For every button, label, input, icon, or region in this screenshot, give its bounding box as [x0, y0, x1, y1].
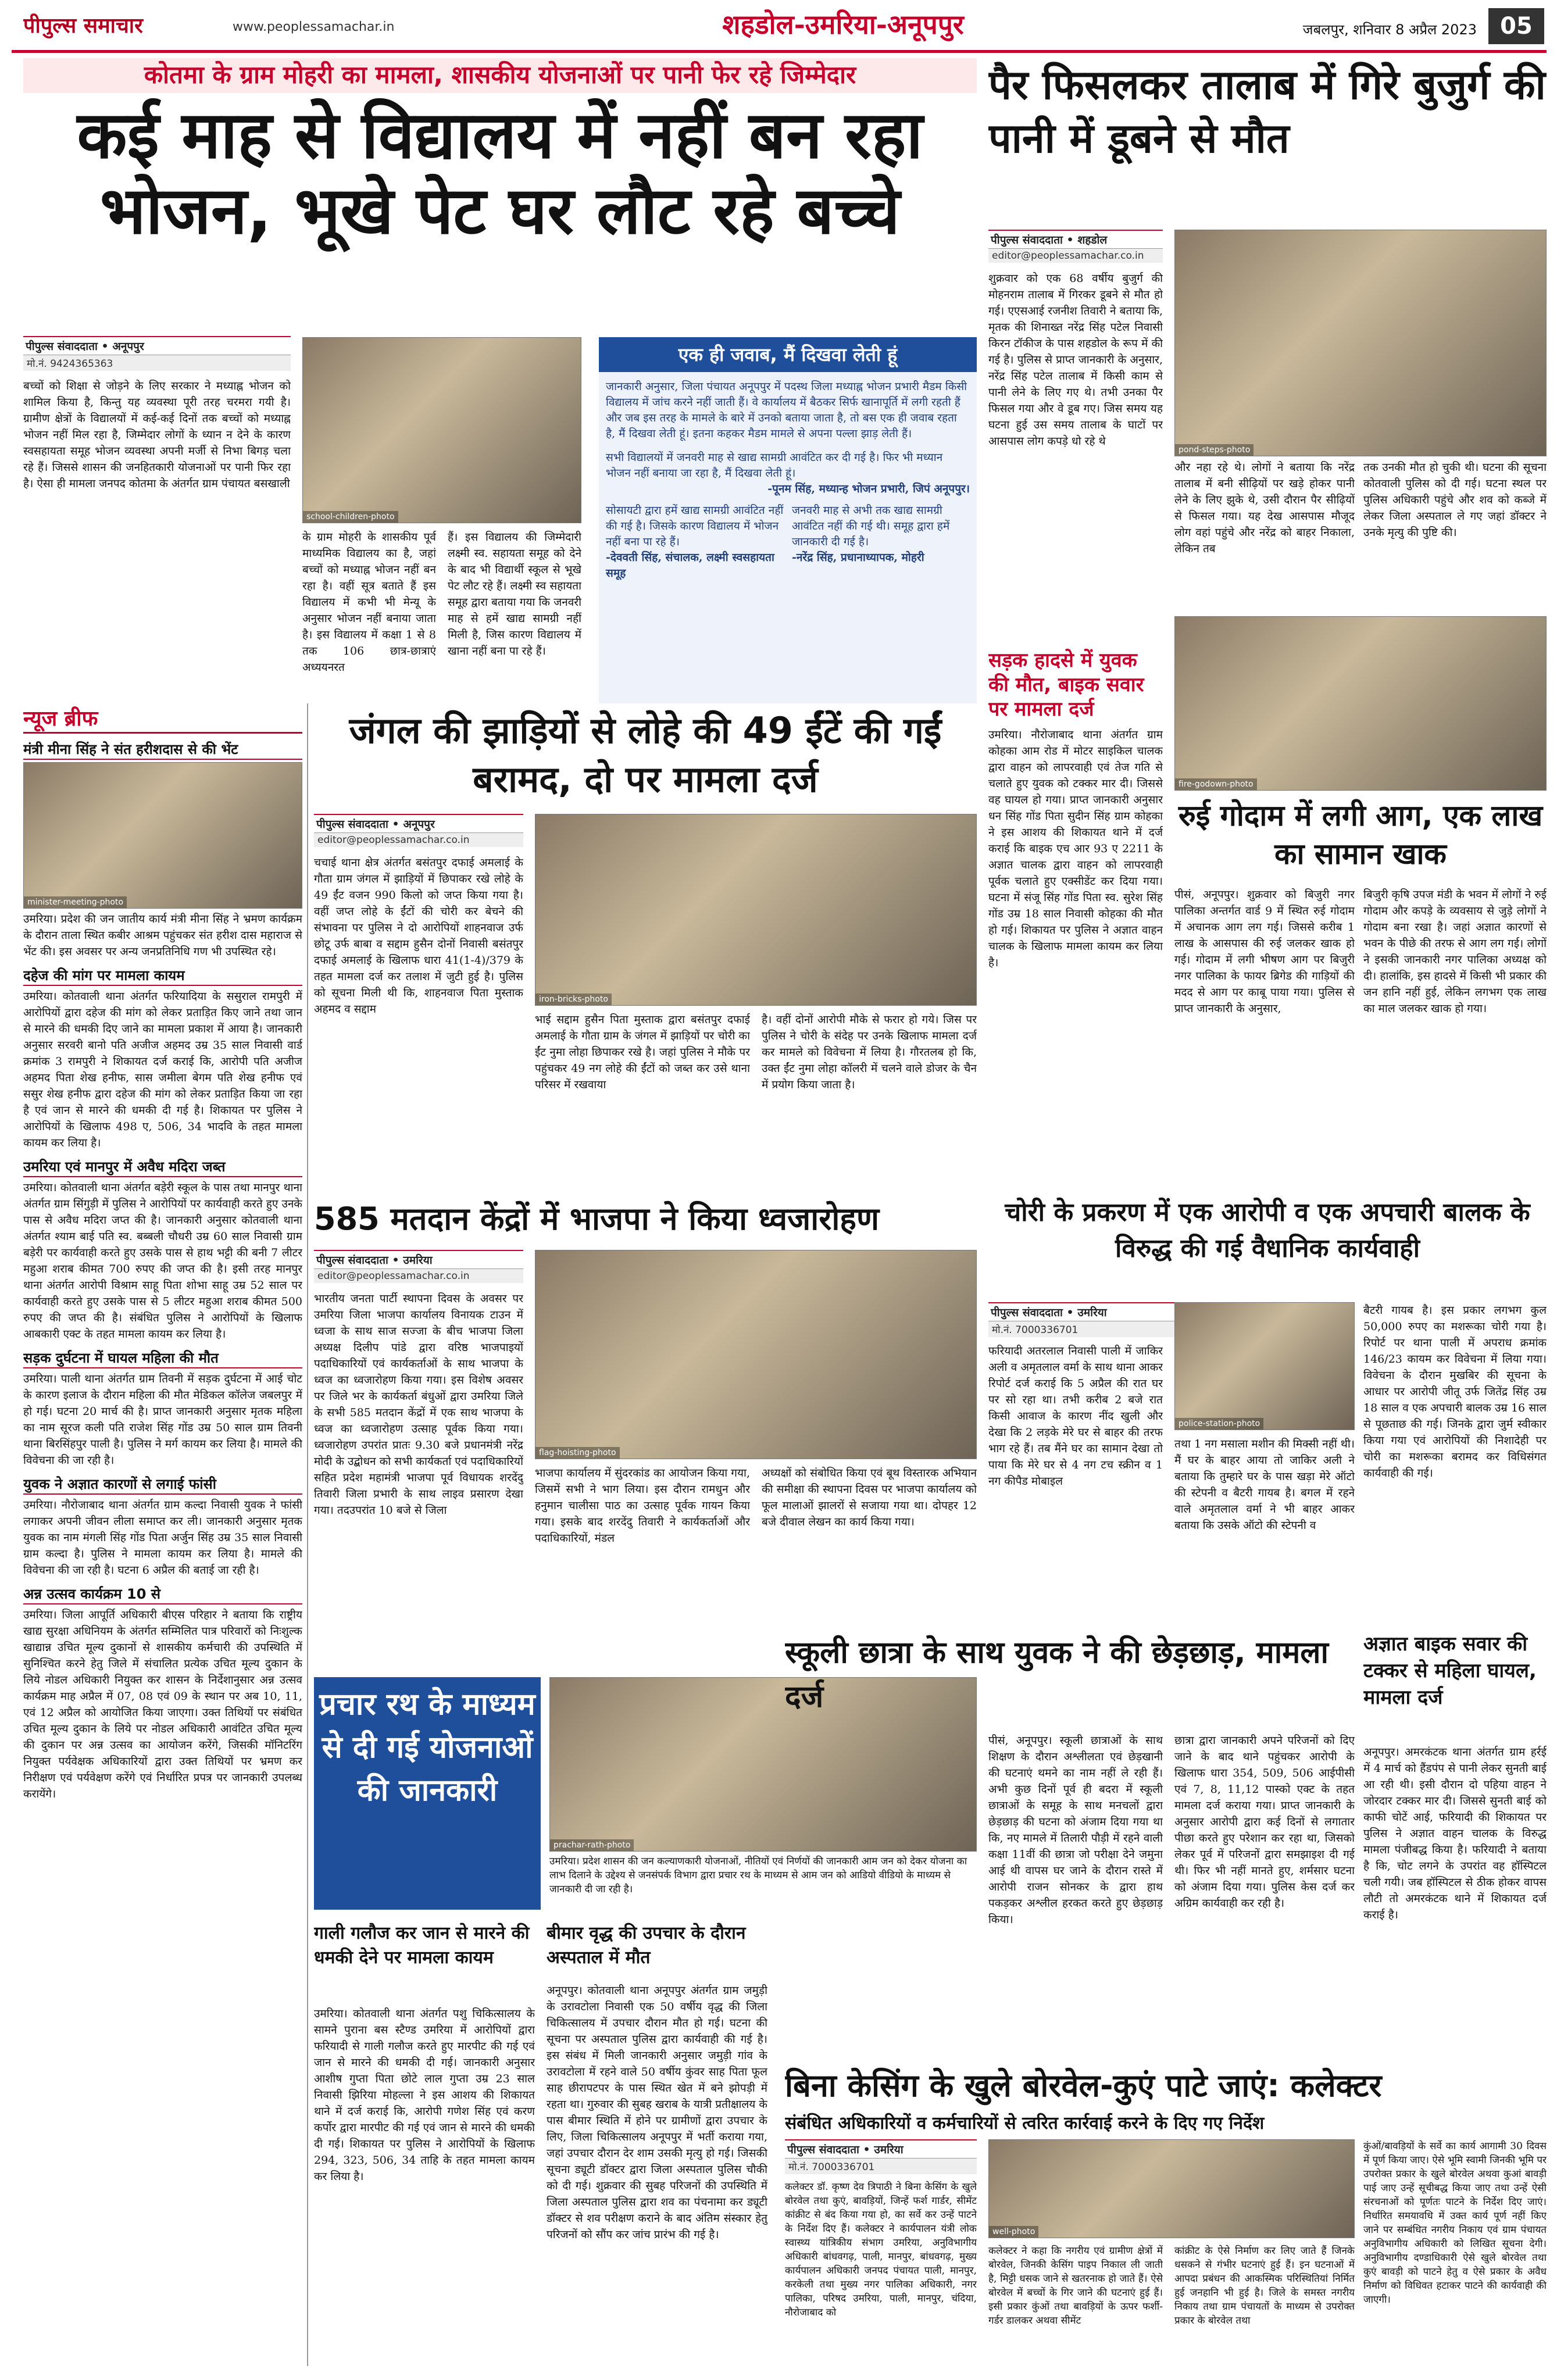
story2-col2: और नहा रहे थे। लोगों ने बताया कि नरेंद्र तालाब में बनी सीढ़ियों पर खड़े होकर पानी लेने के लिए झुके थे, उसी दौरान पैर सीढ़ियों से फिसल गया। यह देख आसपास मौजूद लोग वहां पहुंचे और नरेंद्र को बाहर निकाला, लेकिन तब — [1174, 461, 1355, 555]
photo-label: iron-bricks-photo — [535, 994, 612, 1005]
story13-col2: कलेक्टर ने कहा कि नगरीय एवं ग्रामीण क्षेत्रों में बोरवेल, जिनकी केसिंग पाइप निकाल ली जाती है, मिट्टी धसक जाने से खतरनाक हो जाते हैं। ऐसे बोरवेल में बच्चों के गिर जाने की घटनाएं हुई हैं। इसी प्रकार कुंओं तथा बावड़ियों के ऊपर फर्शी-गर्डर डालकर अथवा सीमेंट — [988, 2245, 1163, 2327]
logo-text: पीपुल्स समाचार — [23, 14, 143, 38]
brief-item-body: उमरिया। पाली थाना अंतर्गत ग्राम तिवनी में सड़क दुर्घटना में आई चोट के कारण इलाज के दौरान महिला की मौत मेडिकल कॉलेज जबलपुर में हो गई। घटना 20 मार्च की है। प्राप्त जानकारी अनुसार मृतक महिला का नाम सूरज कली पति राजेश सिंह गोंड उम्र 50 साल ग्राम तिवनी थाना बिरसिंहपुर पाली है। पुलिस ने मर्ग कायम कर लिया है। मामले की विवेचना की जा रही है। — [23, 1373, 302, 1467]
story1-col1: बच्चों को शिक्षा से जोड़ने के लिए सरकार ने मध्याह्न भोजन को शामिल किया है, किन्तु यह व्यवस्था पूरी तरह चरमरा गयी है। ग्रामीण क्षेत्रों के विद्यालयों में कई-कई दिनों तक बच्चों को मध्याह्न भोजन नहीं मिल रहा है, जिम्मेदार लोगों के ध्यान न देने के कारण स्वसहायता समूह भोजन व्यवस्था अपनी मर्जी से निभा बिगड़ चला रहे हैं। जिससे शासन की जनहितकारी योजनाओं पर पानी फिर रहा है। ऐसा ही मामला जनपद कोतमा के अंतर्गत ग्राम पंचायत बसखाली — [23, 380, 291, 490]
story5-byline-block — [314, 814, 523, 849]
story8-mobile: मो.नं. 7000336701 — [988, 1321, 1326, 1337]
story7-caption: उमरिया। प्रदेश शासन की जन कल्याणकारी योजनाओं, नीतियों एवं निर्णयों की जानकारी आम जन को देकर योजना का लाभ दिलाने के उद्देश्य से जनसंपर्क विभाग द्वारा प्रचार रथ के माध्यम से आम जन को आडियो वीडियो के माध्यम से जानकारी दी जा रही है। — [549, 1856, 967, 1895]
masthead-url — [233, 20, 442, 43]
photo-label: fire-godown-photo — [1175, 778, 1257, 790]
photo-label: pond-steps-photo — [1175, 444, 1254, 456]
photo-label: minister-meeting-photo — [24, 896, 127, 908]
headline-text: बिना केसिंग के खुले बोरवेल-कुएं पाटे जाएं: कलेक्टर — [785, 2067, 1382, 2104]
page-number: 05 — [1488, 8, 1544, 44]
story5-col2: भाई सद्दाम हुसैन पिता मुस्ताक द्वारा बसंतपुर दफाई अमलाई के गौता ग्राम के जंगल में झाड़ियों पर चोरी का ईंट नुमा लोहा छिपाकर रखे है। जहां पुलिस ने मौके पर पहुंचकर 49 नग लोहे की ईंटों को जब्त कर उसे थाना परिसर में रखवाया — [535, 1013, 750, 1091]
story3-photo — [1174, 616, 1547, 791]
story1-kicker — [23, 58, 977, 93]
story1-col2: के ग्राम मोहरी के शासकीय पूर्व माध्यमिक विद्यालय का है, जहां बच्चों को मध्याह्न भोजन नहीं बन रहा है। वहीं सूत्र बताते हैं इस विद्यालय में कभी भी मेन्यू के अनुसार भोजन नहीं बनाया जाता है। इस विद्यालय में कक्षा 1 से 8 तक 106 छात्र-छात्राएं अध्ययनरत — [302, 531, 436, 674]
story12-body: अनूपपुर। कोतवाली थाना अनूपपुर अंतर्गत ग्राम जमुड़ी के उरावटोला निवासी एक 50 वर्षीय वृद्ध की जिला चिकित्सालय में उपचार दौरान मौत हो गई। घटना की सूचना पर अस्पताल पुलिस द्वारा कार्यवाही की गई है। इस संबंध में मिली जानकारी अनुसार जमुड़ी गांव के उरावटोला में रहने वाले 50 वर्षीय कुंवर साह पिता फूल साह छीरापटपर के पास स्थित खेत में बने झोपड़ी में रहता था। गुरुवार की सुबह खराब के यात्री प्रतीक्षालय के पास बीमार स्थिति में होने पर ग्रामीणों द्वारा उपचार के लिए, जिला चिकित्सालय अनूपपुर में भर्ती कराया गया, जहां उपचार दौरान देर शाम उसकी मृत्यु हो गई। जिसकी सूचना ड्यूटी डॉक्टर द्वारा जिला अस्पताल पुलिस चौकी को दी गई। शुक्रवार की सुबह परिजनों की उपस्थिति में जिला अस्पताल पुलिस द्वारा शव का पंचनामा कर ड्यूटी डॉक्टर से शव परीक्षण कराने के बाद अंतिम संस्कार हेतु परिजनों को सौंप कर जांच प्रारंभ की गई है। — [547, 1984, 767, 2241]
story8-byline: पीपुल्स संवाददाता • उमरिया — [988, 1302, 1326, 1321]
story6-photo — [535, 1250, 977, 1459]
brief-item-body: उमरिया। नौरोजाबाद थाना अंतर्गत ग्राम कल्दा निवासी युवक ने फांसी लगाकर अपनी जीवन लीला समाप्त कर ली। जानकारी अनुसार मृतक युवक का नाम मंगली सिंह गोंड पिता अर्जुन सिंह उम्र 35 साल निवासी ग्राम कल्दा है। पुलिस ने मामला कायम कर लिया है। मामले की विवेचना की जा रही है। घटना 6 अप्रैल की बताई जा रही है। — [23, 1499, 302, 1577]
story13-subhead — [785, 2110, 1547, 2136]
story1-col3: हैं। इस विद्यालय की जिम्मेदारी लक्ष्मी स्व. सहायता समूह को देने के बाद भी विद्यार्थी स्कूल से भूखे पेट लौट रहे हैं। लक्ष्मी स्व सहायता समूह द्वारा बताया गया कि जनवरी माह से हमें खाद्य सामग्री नहीं मिली है, जिस कारण विद्यालय में खाना नहीं बना पा रहे हैं। — [448, 531, 581, 657]
story1-box-title: एक ही जवाब, मैं दिखवा लेती हूं — [599, 337, 977, 372]
story6-col1: भारतीय जनता पार्टी स्थापना दिवस के अवसर पर उमरिया जिला भाजपा कार्यालय विनायक टाउन में ध्वजा के साथ साज सज्जा के बीच भाजपा जिला अध्यक्ष दिलीप पांडे द्वारा वरिष्ठ भाजपाइयों पदाधिकारियों एवं कार्यकर्ताओं के साथ भाजपा के ध्वज का ध्वजारोहण किया गया। इस विशेष अवसर पर जिले भर के कार्यकर्ता बंधुओं द्वारा उमरिया जिले के सभी 585 मतदान केंद्रों में एक साथ भाजपा के ध्वज का ध्वजारोहण उत्साह पूर्वक किया गया। ध्वजारोहण उपरांत प्रातः 9.30 बजे प्रधानमंत्री नरेंद्र मोदी के उद्बोधन को सभी कार्यकर्ता एवं पदाधिकारियों सहित प्रदेश महामंत्री भाजपा पूर्व विधायक शरदेंदु तिवारी जिला प्रभारी के साथ लाइव प्रसारण देखा गया। तदउपरांत 10 बजे से जिला — [314, 1292, 523, 1517]
headline-text: कई माह से विद्यालय में नहीं बन रहा भोजन, भूखे पेट घर लौट रहे बच्चे — [77, 98, 923, 249]
story5-col1: चचाई थाना क्षेत्र अंतर्गत बसंतपुर दफाई अमलाई के गौता ग्राम जंगल में झाड़ियों में छिपाकर रखे लोहे के 49 ईंट वजन 990 किलो को जप्त किया गया है। वहीं जप्त लोहे के ईंटों की चोरी कर बेचने की संभावना पर पुलिस ने दो आरोपियों शाहनवाज उर्फ छोटू उर्फ बाबा व सद्दाम हुसैन दोनों निवासी बसंतपुर दफाई अमलाई के खिलाफ धारा 41(1-4)/379 के तहत मामला दर्ज कर तलाश में जुटी हुई है। पुलिस को सूचना मिली थी कि, शाहनवाज पिता मुस्ताक अहमद व सद्दाम — [314, 856, 523, 1016]
quote1-by: -पूनम सिंह, मध्यान्ह भोजन प्रभारी, जिपं अनूपपुर। — [767, 483, 970, 495]
brief-item-heading: सड़क दुर्घटना में घायल महिला की मौत — [23, 1348, 302, 1368]
quote2: सोसायटी द्वारा हमें खाद्य सामग्री आवंटित नहीं की गई है। जिसके कारण विद्यालय में भोजन नहीं बना पा रहे हैं। — [606, 504, 784, 548]
photo-label: flag-hoisting-photo — [535, 1447, 620, 1459]
news-brief — [23, 703, 302, 2366]
story4-col1: पीसं, अनूपपुर। शुक्रवार को बिजुरी नगर पालिका अन्तर्गत वार्ड 9 में स्थित रुई गोदाम में अचानक आग लग गई। जिससे करीब 1 लाख के आसपास की रुई जलकर खाक हो गई। गोदाम में लगी भीषण आग पर बिजुरी नगर पालिका के फायर ब्रिगेड की गाड़ियों की मदद से आग पर काबू पाया गया। पुलिस से प्राप्त जानकारी के अनुसार, — [1174, 888, 1355, 1015]
story6-byline: पीपुल्स संवाददाता • उमरिया — [314, 1250, 523, 1269]
headline-text: सड़क हादसे में युवक की मौत, बाइक सवार पर मामला दर्ज — [988, 649, 1144, 721]
story8-col2: तथा 1 नग मसाला मशीन की मिक्सी नहीं थी। मैं घर के बाहर आया तो जाकिर अली ने बताया कि तुम्हारे घर के पास खड़ा मेरे ऑटो की स्टेपनी व बैटरी गायब है। बगल में रहने वाले अमृतलाल वर्मा ने भी बाहर आकर बताया कि उसके ऑटो की स्टेपनी व — [1174, 1438, 1355, 1532]
story1-headline — [23, 98, 977, 330]
headline-text: चोरी के प्रकरण में एक आरोपी व एक अपचारी बालक के विरुद्ध की गई वैधानिक कार्यवाही — [1005, 1198, 1530, 1263]
masthead-logo — [23, 10, 233, 45]
story6-col2: भाजपा कार्यालय में सुंदरकांड का आयोजन किया गया, जिसमें सभी ने भाग लिया। इस दौरान रामधुन और हनुमान चालीसा पाठ का उत्साह पूर्वक गायन किया गया। इसके बाद शरदेंदु तिवारी ने कार्यकर्ताओं और पदाधिकारियों, मंडल — [535, 1467, 750, 1545]
kicker-text: कोतमा के ग्राम मोहरी का मामला, शासकीय योजनाओं पर पानी फेर रहे जिम्मेदार — [144, 60, 856, 89]
brief-item-body: उमरिया। कोतवाली थाना अंतर्गत फरियादिया के ससुराल रामपुरी में आरोपियों द्वारा दहेज की मांग को लेकर प्रताड़ित किए जाने तथा जान से मारने की धमकी दिए जाने का मामला प्रकाश में आया है। जानकारी अनुसार सरवरी बानो पति अजीज अहमद उम्र 35 साल निवासी वार्ड क्रमांक 3 रामपुरी ने शिकायत दर्ज कराई कि, आरोपी पति अजीज अहमद पिता शेख हनीफ, सास जमीला बेगम पति शेख हनीफ एवं ससुर शेख हनीफ द्वारा दहेज की मांग को लेकर प्रताड़ित किया जा रहा है एवं जान से मारने की धमकी दी गई है। शिकायत पर पुलिस ने आरोपियों के खिलाफ 498 ए, 506, 34 भादवि के तहत मामला कायम कर लिया है। — [23, 990, 302, 1149]
story10-body: अनूपपुर। अमरकंटक थाना अंतर्गत ग्राम हर्रई में 4 मार्च को हैंडपंप से पानी लेकर सुनती बाई आ रही थी। इसी दौरान दो पहिया वाहन ने जोरदार टक्कर मार दी। जिससे सुनती बाई को काफी चोटें आई, फरियादी की शिकायत पर पुलिस ने अज्ञात वाहन चालक के विरुद्ध मामला पंजीबद्ध किया है। फरियादी ने बताया है कि, चोट लगने के उपरांत वह हॉस्पिटल चली गयी। जब हॉस्पिटल से ठीक होकर वापस लौटी तो अमरकंटक थाने में शिकायत दर्ज कराई है। — [1363, 1746, 1547, 1921]
story13-photo — [988, 2139, 1355, 2238]
photo-label: police-station-photo — [1175, 1418, 1263, 1430]
story3-body: उमरिया। नौरोजाबाद थाना अंतर्गत ग्राम कोहका आम रोड में मोटर साइकिल चालक द्वारा वाहन को लापरवाही एवं तेज गति से चलाते हुए युवक को टक्कर मार दी। जिससे वह घायल हो गया। प्राप्त जानकारी अनुसार धन सिंह गोंड पिता सुदीन सिंह ग्राम कोहका ने इस आशय की शिकायत थाने में दर्ज कराई कि बाइक एच आर 93 ए 2211 के अज्ञात चालक द्वारा वाहन को लापरवाही पूर्वक चलाते हुए एक्सीडेंट कर दिया गया। घटना में संजू सिंह गोंड पिता स्व. सुरेश सिंह गोंड उम्र 18 साल निवासी कोहका की मौत हो गई। शिकायत पर पुलिस ने अज्ञात वाहन चालक के खिलाफ मामला कायम कर लिया है। — [988, 728, 1163, 969]
story3-headline — [988, 648, 1163, 724]
story6-col3: अध्यक्षों को संबोधित किया एवं बूथ विस्तारक अभियान की समीक्षा की स्थापना दिवस पर भाजपा कार्यालय को फूल मालाओं झालरों से सजाया गया था। दोपहर 12 बजे दीवाल लेखन का कार्य किया गया। — [762, 1467, 977, 1528]
brief-item-heading: अन्न उत्सव कार्यक्रम 10 से — [23, 1584, 302, 1604]
date-line — [1186, 20, 1477, 43]
story2-col3: तक उनकी मौत हो चुकी थी। घटना की सूचना कोतवाली पुलिस को दी गई। घटना स्थल पर पुलिस अधिकारी पहुंचे और शव को कब्जे में लेकर जिला अस्पताल ले गए जहां डॉक्टर ने उनके मृत्यु की पुष्टि की। — [1363, 461, 1547, 539]
story13-byline: पीपुल्स संवाददाता • उमरिया — [785, 2139, 977, 2159]
story5-headline — [314, 706, 977, 811]
brief-item-body: उमरिया। कोतवाली थाना अंतर्गत बड़ेरी स्कूल के पास तथा मानपुर थाना अंतर्गत ग्राम सिंगुड़ी में पुलिस ने आरोपियों पर कार्यवाही करते हुए उनके पास से अवैध मदिरा जप्त की है। जानकारी अनुसार कोतवाली थाना अंतर्गत श्याम बाई पति स्व. बब्बली चौधरी उम्र 60 साल निवासी ग्राम बड़ेरी पर कार्यवाही करते हुए उसके पास से हाथ भट्टी की बनी 7 लीटर महुआ शराब कीमत 700 रुपए की जप्त की है। इसी तरह मानपुर थाना अंतर्गत आरोपी विश्राम साहू पिता शोभा साहू उम्र 52 साल पर कार्यवाही करते हुए उसके पास से 5 लीटर महुआ शराब कीमत 500 रुपए की जप्त की है। संबंधित पुलिस ने आरोपियों के खिलाफ आबकारी एक्ट के तहत मामला कायम कर लिया है। — [23, 1181, 302, 1341]
quote3: जनवरी माह से अभी तक खाद्य सामग्री आवंटित नहीं की गई थी। समूह द्वारा हमें जानकारी दी गई है। — [792, 504, 950, 548]
story11-body: उमरिया। कोतवाली थाना अंतर्गत पशु चिकित्सालय के सामने पुराना बस स्टैण्ड उमरिया में आरोपियों द्वारा फरियादी से गाली गलौज करते हुए मारपीट की गई एवं जान से मारने की धमकी दी गई। जानकारी अनुसार आशीष गुप्ता पिता छोटे लाल गुप्ता उम्र 23 साल निवासी झिरिया मोहल्ला ने इस आशय की शिकायत थाने में दर्ज कराई कि, आरोपी गणेश सिंह एवं करण कर्पोर द्वारा मारपीट की गई एवं जान से मारने की धमकी दी गई। शिकायत पर पुलिस ने आरोपियों के खिलाफ 294, 323, 506, 34 ताहि के तहत मामला कायम कर लिया है। — [314, 2007, 535, 2183]
brief-item-heading: मंत्री मीना सिंह ने संत हरीशदास से की भेंट — [23, 739, 302, 760]
headline-text: अज्ञात बाइक सवार की टक्कर से महिला घायल, मामला दर्ज — [1363, 1632, 1537, 1709]
story6-email: editor@peoplessamachar.co.in — [314, 1269, 523, 1283]
story1-box — [599, 372, 977, 703]
brief-item-heading: उमरिया एवं मानपुर में अवैध मदिरा जब्त — [23, 1157, 302, 1177]
story9-headline — [785, 1631, 1355, 1729]
brief-item-heading: युवक ने अज्ञात कारणों से लगाई फांसी — [23, 1474, 302, 1495]
story7-box-title: प्रचार रथ के माध्यम से दी गई योजनाओं की जानकारी — [314, 1677, 541, 1910]
headline-text: बीमार वृद्ध की उपचार के दौरान अस्पताल में मौत — [547, 1923, 746, 1968]
headline-text: स्कूली छात्रा के साथ युवक ने की छेड़छाड़, मामला दर्ज — [785, 1635, 1329, 1714]
quote3-by: -नरेंद्र सिंह, प्रधानाध्यापक, मोहरी — [792, 551, 924, 564]
story2-col1: शुक्रवार को एक 68 वर्षीय बुजुर्ग की मोहनराम तालाब में गिरकर डूबने से मौत हो गई। एएसआई रजनीश तिवारी ने बताया कि, मृतक की शिनाख्त नरेंद्र सिंह पटेल निवासी किरन टॉकीज के पास शहडोल के रूप में की गई है। पुलिस से प्राप्त जानकारी के अनुसार, नरेंद्र सिंह पटेल तालाब में किसी काम से पानी लेने के लिए गए थे। तभी उनका पैर फिसल गया और वे डूब गए। जिस समय यह घटना हुई उस समय तालाब के घाटों पर आसपास लोग कपड़े धो रहे थे — [988, 272, 1163, 448]
story2-byline: पीपुल्स संवाददाता • शहडोल — [988, 230, 1163, 249]
brief-item-body: उमरिया। जिला आपूर्ति अधिकारी बीएस परिहार ने बताया कि राष्ट्रीय खाद्य सुरक्षा अधिनियम के अंतर्गत सम्मिलित पात्र परिवारों को निःशुल्क खाद्यान्न उचित मूल्य दुकानों से शासकीय कर्मचारी की उपस्थिति में सुनिश्चित करने हेतु जिले में संचालित प्रत्येक उचित मूल्य दुकान के लिये नोडल अधिकारी नियुक्त कर शासन के निर्देशानुसार अन्न उत्सव कार्यक्रम माह अप्रैल में 07, 08 एवं 09 के स्थान पर अब 10, 11, एवं 12 अप्रैल को आयोजित किया जाएगा। उक्त तिथियों पर संबंधित उचित मूल्य दुकान के लिये पर नोडल अधिकारी आवंटित उचित मूल्य की दुकान पर अन्न उत्सव का आयोजन करेंगे, जिसकी मॉनिटरिंग नियुक्त पर्यवेक्षक अधिकारियों द्वारा उक्त तिथियों पर भ्रमण कर निरीक्षण एवं पर्यवेक्षण करेंगे एवं निर्धारित प्रपत्र पर जानकारी उपलब्ध करायेंगे। — [23, 1609, 302, 1800]
story5-byline: पीपुल्स संवाददाता • अनूपपुर — [314, 814, 523, 833]
photo-label: school-children-photo — [303, 511, 398, 523]
story13-mobile: मो.नं. 7000336701 — [785, 2159, 977, 2174]
story1-byline: पीपुल्स संवाददाता • अनूपपुर — [23, 336, 291, 355]
story1-mobile: मो.नं. 9424365363 — [23, 355, 291, 371]
headline-text: 585 मतदान केंद्रों में भाजपा ने किया ध्वजारोहण — [314, 1200, 880, 1237]
brief-item-body: उमरिया। प्रदेश की जन जातीय कार्य मंत्री मीना सिंह ने भ्रमण कार्यक्रम के दौरान ताला स्थित कबीर आश्रम पहुंचकर संत हरीश दास महाराज से भेंट की। इस अवसर पर अन्य जनप्रतिनिधि गण भी उपस्थित रहे। — [23, 913, 302, 958]
story9-col1: पीसं, अनूपपुर। स्कूली छात्राओं के साथ शिक्षण के दौरान अश्लीलता एवं छेड़खानी की घटनाएं थमने का नाम नहीं ले रही हैं। अभी कुछ दिनों पूर्व ही बदरा में स्कूली छात्राओं के समूह के साथ मनचलों द्वारा छेड़छाड़ की घटना को अंजाम दिया गया था कि, नए मामले में तिलारी पौड़ी में रहने वाली कक्षा 11वीं की छात्रा जो परीक्षा देने जमुना आई थी वापस घर जाने के दौरान रास्ते में आरोपी राजन सोनकर के द्वारा हाथ पकड़कर अश्लील हरकत करते हुए छेड़छाड़ किया। — [988, 1734, 1163, 1926]
story13-col1: कलेक्टर डॉ. कृष्ण देव त्रिपाठी ने बिना केसिंग के खुले बोरवेल तथा कुएं, बावड़ियों, जिन्हें फर्श गार्डर, सीमेंट कांक्रीट से बंद किया गया हो, का सर्वे कर उन्हें पाटने के निर्देश दिए हैं। कलेक्टर ने कार्यपालन यंत्री लोक स्वास्थ्य यांत्रिकीय संभाग उमरिया, अनुविभागीय अधिकारी बांधवगढ़, पाली, मानपुर, बांधवगढ़, मुख्य कार्यपालन अधिकारी जनपद पंचायत पाली, मानपुर, करकेली तथा मुख्य नगर पालिका अधिकारी, नगर पालिका, परिषद उमरिया, पाली, मानपुर, चंदिया, नौरोजाबाद को — [785, 2181, 977, 2318]
story2-byline-block — [988, 230, 1163, 265]
story8-headline — [988, 1195, 1547, 1299]
quote1: सभी विद्यालयों में जनवरी माह से खाद्य सामग्री आवंटित कर दी गई है। फिर भी मध्यान भोजन नहीं बनाया जा रहा है, मैं दिखवा लेती हूं। — [606, 451, 943, 480]
section-title — [640, 6, 1047, 47]
quote2-by: -देववती सिंह, संचालक, लक्ष्मी स्वसहायता समूह — [606, 551, 774, 580]
story13-headline — [785, 2064, 1547, 2110]
story13-col3: कांक्रीट के ऐसे निर्माण कर लिए जाते हैं जिनके धसकने से गंभीर घटनाएं हुई हैं। इन घटनाओं में आपदा प्रबंधन की आकस्मिक परिस्थितियां निर्मित हुई जनहानि भी हुई है। जिले के समस्त नगरीय निकाय तथा ग्राम पंचायतों के माध्यम से उपरोक्त प्रकार के बोरवेल तथा — [1174, 2245, 1355, 2327]
story9-col2: छात्रा द्वारा जानकारी अपने परिजनों को दिए जाने के बाद थाने पहुंचकर आरोपी के खिलाफ धारा 354, 509, 506 आईपीसी एवं 7, 8, 11,12 पास्को एक्ट के तहत मामला दर्ज कराया गया। प्राप्त जानकारी के अनुसार आरोपी द्वारा कई दिनों से लगातार पीछा करते हुए परेशान कर रहा था, जिसको लेकर पूर्व में परिजनों द्वारा समझाइश दी गई थी। फिर भी नहीं मानते हुए, शर्मसार घटना को अंजाम दिया गया। पुलिस केस दर्ज कर अग्रिम कार्यवाही कर रही है। — [1174, 1734, 1355, 1910]
story2-headline — [988, 58, 1547, 227]
headline-text: गाली गलौज कर जान से मारने की धमकी देने पर मामला कायम — [314, 1923, 530, 1968]
story4-headline — [1174, 796, 1547, 884]
story13-byline-block — [785, 2139, 977, 2174]
section-title-text: शहडोल-उमरिया-अनूपपुर — [722, 9, 964, 40]
brief-item-heading: दहेज की मांग पर मामला कायम — [23, 966, 302, 986]
story8-col1: फरियादी अतरलाल निवासी पाली में जाकिर अली व अमृतलाल वर्मा के साथ थाना आकर रिपोर्ट दर्ज कराई कि 5 अप्रैल की रात घर पर सो रहा था। तभी करीब 2 बजे रात किसी आवाज के कारण नींद खुली और देखा कि 2 लड़के मेरे घर से बाहर की तरफ भाग रहे हैं। तब मैंने घर का सामान देखा तो पाया कि मेरे घर से 4 नग टच स्क्रीन व 1 नग कीपैड मोबाइल — [988, 1345, 1163, 1488]
story5-email: editor@peoplessamachar.co.in — [314, 833, 523, 847]
story8-photo — [1174, 1302, 1355, 1430]
date-text: जबलपुर, शनिवार 8 अप्रैल 2023 — [1302, 22, 1477, 38]
masthead-rule — [12, 50, 1547, 53]
story4-col2: बिजुरी कृषि उपज मंडी के भवन में लोगों ने रुई गोदाम और कपड़े के व्यवसाय से जुड़े लोगों ने गोदाम बना रखा है। जहां अज्ञात कारणों से भवन के पीछे की तरफ से आग लग गई। लोगों ने इसकी जानकारी नगर पालिका अध्यक्ष को दी। हालांकि, इस हादसे में किसी भी प्रकार की जन हानि नहीं हुई, लेकिन लगभग एक लाख का माल जलकर खाक हो गया। — [1363, 888, 1547, 1015]
photo-label: prachar-rath-photo — [550, 1839, 634, 1851]
subhead-text: संबंधित अधिकारियों व कर्मचारियों से त्वरित कार्रवाई करने के दिए गए निर्देश — [785, 2113, 1265, 2134]
column-rule — [307, 703, 308, 2366]
story12-headline — [547, 1921, 767, 1979]
story10-headline — [1363, 1631, 1547, 1741]
story2-email: editor@peoplessamachar.co.in — [988, 249, 1163, 263]
story13-col4: कुंओं/बावड़ियों के सर्वे का कार्य आगामी 30 दिवस में पूर्ण किया जाए। ऐसे भूमि स्वामी जिनकी भूमि पर उपरोक्त प्रकार के खुले बोरवेल अथवा कुआं बावड़ी पाई जाए उन्हें सूचीबद्ध किया जाए तथा उन्हें ऐसी संरचनाओं को पूर्णतः पाटने के निर्देश दिए जाएं। निर्धारित समयावधि में उक्त कार्य पूर्ण नहीं किए जाने पर सम्बंधित नगरीय निकाय एवं ग्राम पंचायत अनुविभागीय अधिकारी को लिखित सूचना देगी। अनुविभागीय दण्डाधिकारी ऐसे खुले बोरवेल तथा कुएं बावड़ी को पाटने हेतु व ऐसे प्रकार के अवैध निर्माण को विधिवत हटाकर पाटने की कार्यवाही की जाएगी। — [1363, 2140, 1547, 2306]
story11-headline — [314, 1921, 535, 2003]
news-brief-title: न्यूज ब्रीफ — [23, 703, 302, 734]
url-text: www.peoplessamachar.in — [233, 20, 395, 34]
headline-text: पैर फिसलकर तालाब में गिरे बुजुर्ग की पानी में डूबने से मौत — [988, 61, 1546, 162]
story6-byline-block — [314, 1250, 523, 1285]
brief-photo — [23, 762, 302, 909]
story5-col3: है। वहीं दोनों आरोपी मौके से फरार हो गये। जिस पर पुलिस ने चोरी के संदेह पर उनके खिलाफ मामला दर्ज कर मामले को विवेचना में लिया है। गौरतलब हो कि, उक्त ईंट नुमा लोहा कॉलरी में चलने वाले डोजर के चैन में प्रयोग किया जाता है। — [762, 1013, 977, 1091]
story8-col3: बैटरी गायब है। इस प्रकार लगभग कुल 50,000 रुपए का मशरूका चोरी गया है। रिपोर्ट पर थाना पाली में अपराध क्रमांक 146/23 कायम कर विवेचना में लिया गया। विवेचना के दौरान मुखबिर की सूचना के आधार पर आरोपी जीतू उर्फ जितेंद्र सिंह उम्र 18 साल व एक अपचारी बालक उम्र 16 साल से पूछताछ की गई। जिनके द्वारा जुर्म स्वीकार किया गया एवं आरोपियों की निशादेही पर चोरी का मशरूका बरामद कर विधिसंगत कार्यवाही की गई। — [1363, 1304, 1547, 1480]
story6-headline — [314, 1195, 977, 1247]
story2-photo — [1174, 230, 1547, 456]
story1-photo — [302, 337, 581, 523]
story1-byline-block — [23, 336, 291, 371]
photo-label: well-photo — [989, 2226, 1038, 2238]
story5-photo — [535, 814, 977, 1006]
headline-text: रुई गोदाम में लगी आग, एक लाख का सामान खाक — [1178, 799, 1543, 871]
box-text: जानकारी अनुसार, जिला पंचायत अनूपपुर में पदस्थ जिला मध्याह्न भोजन प्रभारी मैडम किसी विद्यालय में जांच करने नहीं जाती हैं। वे कार्यालय में बैठकर सिर्फ खानापूर्ति में लगी रहती हैं और जब इस तरह के मामले के बारे में उनको बताया जाता है, तो बस एक ही जवाब रहता है, मैं दिखवा लेती हूं। इतना कहकर मैडम मामले से अपना पल्ला झाड़ लेती हैं। — [606, 380, 967, 440]
headline-text: जंगल की झाड़ियों से लोहे की 49 ईंटें की गईं बरामद, दो पर मामला दर्ज — [349, 709, 942, 801]
